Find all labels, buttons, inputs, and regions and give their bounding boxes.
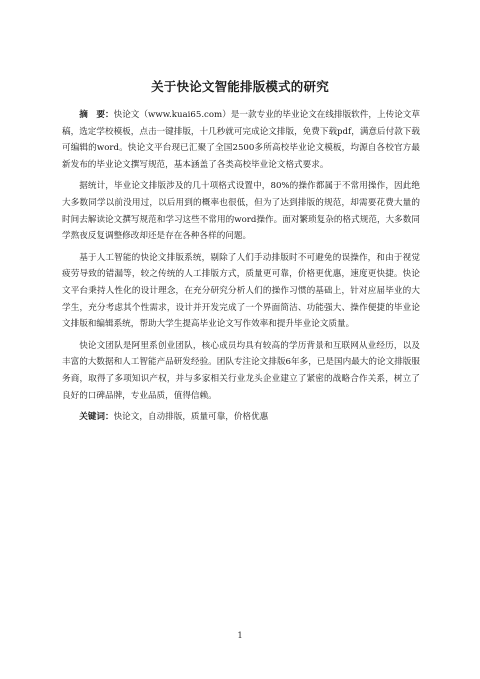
body-paragraph-team: 快论文团队是阿里系创业团队，核心成员均具有较高的学历背景和互联网从业经历，以及丰富的大数据和人工智能产品研发经验。团队专注论文排版6年多，已是国内最大的论文排版服务商，取得了多项知识产权，并与多家相关行业龙头企业建立了紧密的战略合作关系，树立了良好的口碑品牌，专业品质，值得信赖。 (62, 340, 420, 401)
abstract-label: 摘 要： (79, 110, 114, 120)
keywords-line (62, 409, 420, 426)
document-body (62, 107, 420, 426)
keywords-label: 关键词： (79, 412, 114, 423)
body-paragraph-ai-system: 基于人工智能的快论文排版系统，剔除了人们手动排版时不可避免的误操作，和由于视觉疲劳导致的错漏等，较之传统的人工排版方式，质量更可靠，价格更优惠，速度更快捷。快论文平台秉持人性化的设计理念，在充分研究分析人们的操作习惯的基础上，针对应届毕业的大学生，充分考虑其个性需求，设计并开发完成了一个界面简洁、功能强大、操作便捷的毕业论文排版和编辑系统，帮助大学生提高毕业论文写作效率和提升毕业论文质量。 (62, 252, 420, 330)
abstract-text: 快论文（www.kuai65.com）是一款专业的毕业论文在线排版软件，上传论文草稿，选定学校模板，点击一键排版，十几秒就可完成论文排版，免费下载pdf，满意后付款下载可编辑的word。快论文平台现已汇聚了全国2500多所高校毕业论文模板，均源自各校官方最新发布的毕业论文撰写规范，基本涵盖了各类高校毕业论文格式要求。 (62, 110, 420, 170)
body-paragraph-statistics: 据统计，毕业论文排版涉及的几十项格式设置中，80%的操作都属于不常用操作，因此绝大多数同学以前没用过，以后用到的概率也很低，但为了达到排版的规范，却需要花费大量的时间去解读论文撰写规范和学习这些不常用的word操作。面对繁琐复杂的格式规范，大多数同学熬夜反复调整修改却还是存在各种各样的问题。 (62, 181, 420, 242)
page-number: 1 (237, 631, 243, 640)
keywords-text: 快论文，自动排版，质量可靠，价格优惠 (113, 412, 269, 423)
page-title: 关于快论文智能排版模式的研究 (151, 79, 329, 94)
abstract-paragraph (62, 107, 420, 173)
